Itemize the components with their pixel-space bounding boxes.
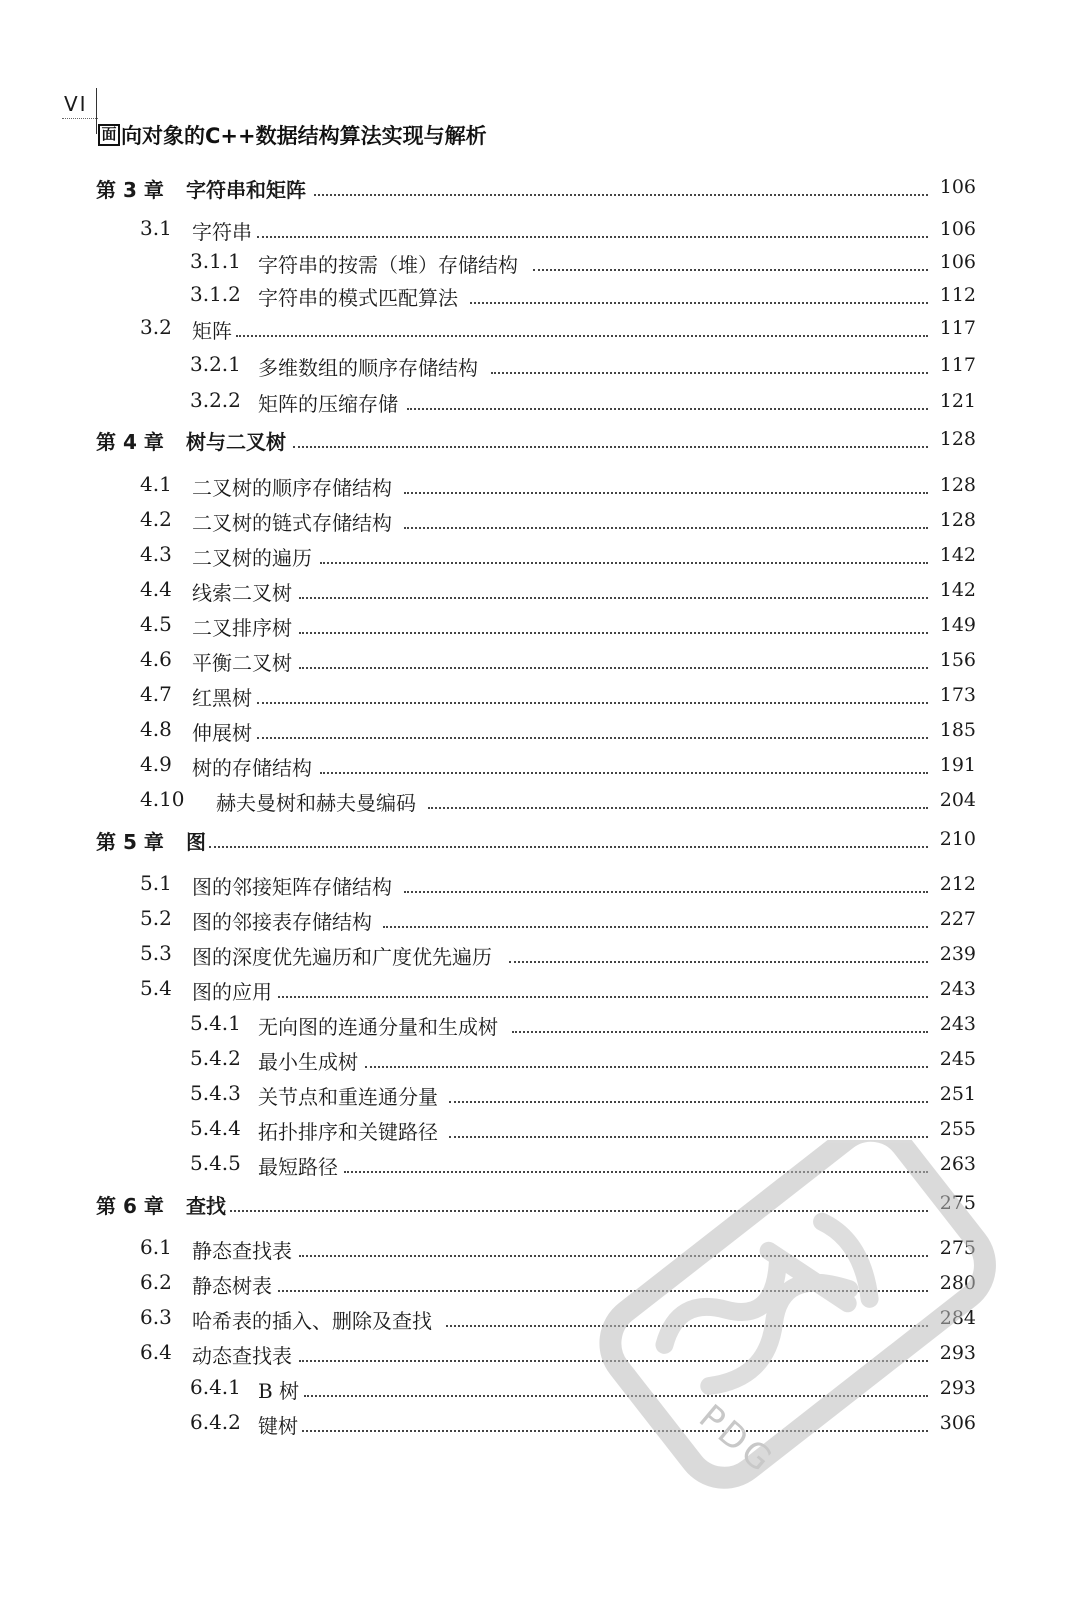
toc-entry-number: 4.2: [140, 507, 172, 531]
toc-subsection-row: [0, 350, 1083, 380]
toc-page-number: 255: [939, 1118, 976, 1140]
toc-entry-title: 哈希表的插入、删除及查找: [192, 1309, 432, 1333]
toc-leader-dots: [293, 446, 928, 448]
toc-section-row: [0, 540, 1083, 570]
toc-leader-dots: [299, 1255, 928, 1257]
toc-entry-title: 字符串和矩阵: [186, 178, 306, 202]
toc-page-number: 212: [939, 873, 976, 895]
toc-entry-title: B 树: [258, 1379, 300, 1403]
toc-entry-title: 伸展树: [192, 721, 252, 745]
toc-leader-dots: [299, 632, 928, 634]
header-vertical-rule: [96, 88, 97, 134]
toc-entry-title: 图的邻接表存储结构: [192, 910, 372, 934]
toc-entry-number: 5.4.1: [190, 1011, 241, 1035]
toc-page-number: 239: [939, 943, 976, 965]
toc-entry-number: 5.4.2: [190, 1046, 241, 1070]
toc-entry-title: 赫夫曼树和赫夫曼编码: [216, 791, 416, 815]
toc-leader-dots: [383, 926, 928, 928]
toc-leader-dots: [344, 1171, 928, 1173]
toc-subsection-row: [0, 1114, 1083, 1144]
toc-entry-title: 二叉排序树: [192, 616, 292, 640]
toc-section-row: [0, 785, 1083, 815]
toc-leader-dots: [304, 1395, 928, 1397]
toc-entry-number: 3.2.1: [190, 352, 241, 376]
toc-entry-number: 5.4: [140, 976, 172, 1000]
toc-leader-dots: [299, 1360, 928, 1362]
toc-entry-number: 第 6 章: [96, 1194, 164, 1218]
toc-section-row: [0, 214, 1083, 244]
toc-page-number: 142: [939, 579, 976, 601]
toc-section-row: [0, 470, 1083, 500]
toc-entry-title: 树的存储结构: [192, 756, 312, 780]
toc-subsection-row: [0, 386, 1083, 416]
toc-entry-title: 静态树表: [192, 1274, 272, 1298]
toc-section-row: [0, 1338, 1083, 1368]
toc-entry-number: 6.4.2: [190, 1410, 241, 1434]
toc-entry-title: 多维数组的顺序存储结构: [258, 356, 478, 380]
toc-section-row: [0, 974, 1083, 1004]
toc-page-number: 243: [939, 978, 976, 1000]
header-dotted-rule: [62, 118, 98, 119]
toc-section-row: [0, 610, 1083, 640]
toc-page-number: 149: [939, 614, 976, 636]
toc-section-row: [0, 1268, 1083, 1298]
toc-page-number: 106: [939, 176, 976, 198]
toc-page-number: 293: [939, 1342, 976, 1364]
toc-leader-dots: [299, 597, 928, 599]
toc-leader-dots: [512, 1031, 928, 1033]
toc-entry-title: 键树: [258, 1414, 298, 1438]
toc-entry-title: 动态查找表: [192, 1344, 292, 1368]
toc-entry-number: 6.4.1: [190, 1375, 241, 1399]
toc-leader-dots: [404, 891, 928, 893]
toc-leader-dots: [365, 1066, 928, 1068]
toc-entry-number: 4.9: [140, 752, 172, 776]
toc-section-row: [0, 715, 1083, 745]
toc-leader-dots: [449, 1136, 928, 1138]
toc-leader-dots: [509, 961, 928, 963]
toc-section-row: [0, 1303, 1083, 1333]
toc-entry-title: 最小生成树: [258, 1050, 358, 1074]
toc-leader-dots: [278, 1290, 928, 1292]
toc-leader-dots: [257, 702, 928, 704]
toc-entry-number: 第 4 章: [96, 430, 164, 454]
toc-entry-title: 红黑树: [192, 686, 252, 710]
toc-leader-dots: [278, 996, 928, 998]
toc-leader-dots: [533, 269, 928, 271]
toc-entry-number: 4.1: [140, 472, 172, 496]
book-title-text: 向对象的C++数据结构算法实现与解析: [121, 124, 487, 148]
toc-entry-title: 二叉树的顺序存储结构: [192, 476, 392, 500]
toc-entry-title: 图的邻接矩阵存储结构: [192, 875, 392, 899]
toc-entry-title: 二叉树的遍历: [192, 546, 312, 570]
toc-entry-title: 矩阵: [192, 319, 232, 343]
toc-leader-dots: [428, 807, 928, 809]
toc-entry-number: 3.1.1: [190, 249, 241, 273]
toc-entry-title: 矩阵的压缩存储: [258, 392, 398, 416]
toc-leader-dots: [257, 737, 928, 739]
toc-entry-title: 平衡二叉树: [192, 651, 292, 675]
toc-entry-number: 3.1: [140, 216, 172, 240]
toc-entry-number: 4.3: [140, 542, 172, 566]
toc-leader-dots: [407, 408, 928, 410]
toc-entry-title: 字符串: [192, 220, 252, 244]
toc-subsection-row: [0, 1079, 1083, 1109]
toc-entry-number: 第 3 章: [96, 178, 164, 202]
toc-entry-title: 静态查找表: [192, 1239, 292, 1263]
toc-page-number: 121: [939, 390, 976, 412]
toc-entry-number: 3.2.2: [190, 388, 241, 412]
toc-subsection-row: [0, 1009, 1083, 1039]
toc-page-number: 275: [939, 1192, 976, 1214]
toc-chapter-row: [0, 424, 1083, 454]
toc-page-number: 173: [939, 684, 976, 706]
toc-section-row: [0, 750, 1083, 780]
toc-leader-dots: [320, 562, 928, 564]
toc-page-number: 245: [939, 1048, 976, 1070]
toc-subsection-row: [0, 1149, 1083, 1179]
toc-page-number: 112: [939, 284, 976, 306]
toc-entry-title: 线索二叉树: [192, 581, 292, 605]
toc-entry-number: 5.4.3: [190, 1081, 241, 1105]
toc-leader-dots: [404, 527, 928, 529]
toc-entry-number: 6.4: [140, 1340, 172, 1364]
toc-entry-title: 二叉树的链式存储结构: [192, 511, 392, 535]
toc-leader-dots: [302, 1430, 928, 1432]
toc-page-number: 191: [939, 754, 976, 776]
toc-page-number: 293: [939, 1377, 976, 1399]
toc-leader-dots: [446, 1325, 928, 1327]
toc-page-number: 117: [939, 317, 976, 339]
toc-page-number: 210: [939, 828, 976, 850]
toc-page-number: 117: [939, 354, 976, 376]
toc-subsection-row: [0, 1044, 1083, 1074]
toc-page-number: 275: [939, 1237, 976, 1259]
toc-section-row: [0, 313, 1083, 343]
toc-entry-number: 第 5 章: [96, 830, 164, 854]
toc-section-row: [0, 869, 1083, 899]
toc-entry-title: 图的深度优先遍历和广度优先遍历: [192, 945, 492, 969]
toc-page-number: 106: [939, 251, 976, 273]
toc-leader-dots: [230, 1210, 928, 1212]
toc-leader-dots: [236, 335, 928, 337]
toc-section-row: [0, 939, 1083, 969]
toc-subsection-row: [0, 247, 1083, 277]
toc-entry-number: 4.4: [140, 577, 172, 601]
page-number: VI: [64, 92, 88, 116]
toc-entry-number: 5.1: [140, 871, 172, 895]
toc-chapter-row: [0, 1188, 1083, 1218]
toc-page-number: 128: [939, 428, 976, 450]
toc-entry-number: 5.4.5: [190, 1151, 241, 1175]
toc-section-row: [0, 505, 1083, 535]
toc-page-number: 251: [939, 1083, 976, 1105]
toc-entry-number: 4.6: [140, 647, 172, 671]
toc-entry-number: 3.1.2: [190, 282, 241, 306]
toc-leader-dots: [320, 772, 928, 774]
toc-entry-number: 5.2: [140, 906, 172, 930]
toc-page-number: 185: [939, 719, 976, 741]
toc-entry-title: 图的应用: [192, 980, 272, 1004]
toc-page-number: 156: [939, 649, 976, 671]
toc-section-row: [0, 1233, 1083, 1263]
book-title: [98, 120, 487, 150]
toc-entry-number: 6.1: [140, 1235, 172, 1259]
toc-chapter-row: [0, 172, 1083, 202]
toc-subsection-row: [0, 1373, 1083, 1403]
toc-entry-number: 6.3: [140, 1305, 172, 1329]
toc-page-number: 306: [939, 1412, 976, 1434]
toc-section-row: [0, 645, 1083, 675]
book-title-boxed-glyph: 面: [98, 124, 120, 146]
toc-subsection-row: [0, 1408, 1083, 1438]
toc-entry-title: 字符串的模式匹配算法: [258, 286, 458, 310]
toc-leader-dots: [209, 846, 928, 848]
toc-entry-number: 4.5: [140, 612, 172, 636]
toc-entry-title: 关节点和重连通分量: [258, 1085, 438, 1109]
toc-page-number: 128: [939, 509, 976, 531]
toc-entry-number: 5.3: [140, 941, 172, 965]
toc-entry-number: 3.2: [140, 315, 172, 339]
toc-section-row: [0, 680, 1083, 710]
toc-page-number: 128: [939, 474, 976, 496]
toc-entry-title: 字符串的按需（堆）存储结构: [258, 253, 518, 277]
toc-entry-number: 4.8: [140, 717, 172, 741]
toc-entry-title: 拓扑排序和关键路径: [258, 1120, 438, 1144]
toc-entry-number: 4.7: [140, 682, 172, 706]
toc-leader-dots: [299, 667, 928, 669]
toc-page-number: 263: [939, 1153, 976, 1175]
toc-section-row: [0, 575, 1083, 605]
toc-page-number: 106: [939, 218, 976, 240]
toc-page-number: 204: [939, 789, 976, 811]
toc-page-number: 280: [939, 1272, 976, 1294]
toc-leader-dots: [449, 1101, 928, 1103]
toc-leader-dots: [257, 236, 928, 238]
toc-leader-dots: [470, 302, 928, 304]
toc-leader-dots: [314, 194, 928, 196]
toc-page-number: 227: [939, 908, 976, 930]
toc-entry-title: 图: [186, 830, 206, 854]
toc-section-row: [0, 904, 1083, 934]
watermark-text: PDG: [691, 1396, 783, 1483]
toc-entry-title: 无向图的连通分量和生成树: [258, 1015, 498, 1039]
toc-entry-number: 5.4.4: [190, 1116, 241, 1140]
toc-leader-dots: [404, 492, 928, 494]
toc-subsection-row: [0, 280, 1083, 310]
toc-entry-number: 6.2: [140, 1270, 172, 1294]
toc-page-number: 142: [939, 544, 976, 566]
toc-entry-title: 树与二叉树: [186, 430, 286, 454]
toc-entry-title: 查找: [186, 1194, 226, 1218]
toc-page-number: 243: [939, 1013, 976, 1035]
toc-entry-title: 最短路径: [258, 1155, 338, 1179]
toc-chapter-row: [0, 824, 1083, 854]
toc-leader-dots: [491, 372, 928, 374]
toc-entry-number: 4.10: [140, 787, 185, 811]
toc-page-number: 284: [939, 1307, 976, 1329]
